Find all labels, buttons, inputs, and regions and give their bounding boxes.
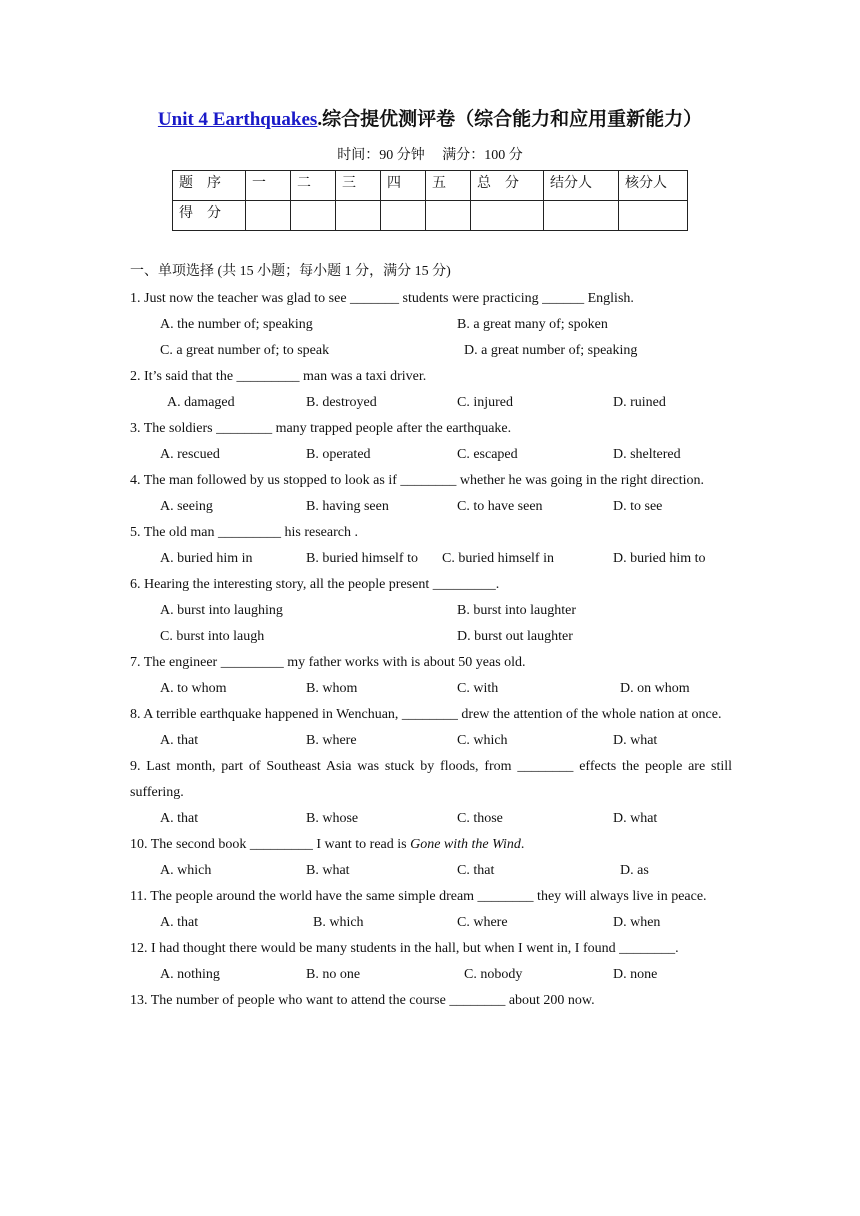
score-cell: 总 分 — [471, 171, 544, 201]
option-c: C. that — [457, 863, 495, 878]
option-a: A. burst into laughing — [160, 603, 283, 618]
score-blank-cell — [246, 201, 291, 231]
option-c: C. injured — [457, 395, 513, 410]
option-d: D. ruined — [613, 395, 666, 410]
score-blank-cell — [471, 201, 544, 231]
option-b: B. whom — [306, 681, 358, 696]
question-stem: 3. The soldiers ________ many trapped people after the earthquake. — [130, 421, 512, 436]
option-a: A. that — [160, 811, 199, 826]
score-blank-cell — [291, 201, 336, 231]
question-stem: 2. It’s said that the _________ man was a taxi driver. — [130, 369, 427, 384]
option-a: A. that — [160, 733, 199, 748]
option-row — [130, 546, 732, 572]
option-a: A. the number of; speaking — [160, 317, 313, 332]
option-b: B. operated — [306, 447, 371, 462]
score-blank-cell — [619, 201, 688, 231]
score-cell: 一 — [246, 171, 291, 201]
option-row — [130, 390, 732, 416]
option-a: A. seeing — [160, 499, 213, 514]
option-a: A. rescued — [160, 447, 220, 462]
option-row — [130, 728, 732, 754]
question-stem: 7. The engineer _________ my father works with is about 50 yeas old. — [130, 655, 526, 670]
option-c: C. escaped — [457, 447, 518, 462]
option-d: D. on whom — [620, 681, 690, 696]
score-cell: 三 — [336, 171, 381, 201]
option-d: D. none — [613, 967, 658, 982]
score-blank-cell — [336, 201, 381, 231]
option-a: A. buried him in — [160, 551, 253, 566]
score-cell: 核分人 — [619, 171, 688, 201]
option-d: D. what — [613, 733, 658, 748]
score-table-header-row — [173, 171, 688, 201]
option-row — [130, 624, 732, 650]
option-d: D. burst out laughter — [457, 629, 573, 644]
question-list — [130, 286, 732, 1014]
score-blank-cell — [426, 201, 471, 231]
option-c: C. which — [457, 733, 508, 748]
option-a: A. nothing — [160, 967, 220, 982]
option-row — [130, 442, 732, 468]
option-row — [130, 962, 732, 988]
option-d: D. a great number of; speaking — [464, 343, 638, 358]
question-stem: 4. The man followed by us stopped to look as if ________ whether he was going in the right direction. — [130, 473, 705, 488]
question-stem: 11. The people around the world have the same simple dream ________ they will always live in peace. — [130, 889, 707, 904]
option-b: B. no one — [306, 967, 361, 982]
option-a: A. which — [160, 863, 212, 878]
score-cell: 四 — [381, 171, 426, 201]
option-b: B. destroyed — [306, 395, 377, 410]
title-rest: .综合提优测评卷（综合能力和应用重新能力） — [317, 109, 703, 130]
question-stem: 6. Hearing the interesting story, all the people present _________. — [130, 577, 500, 592]
option-d: D. what — [613, 811, 658, 826]
option-row — [130, 806, 732, 832]
score-cell: 结分人 — [544, 171, 619, 201]
option-d: D. when — [613, 915, 661, 930]
option-c: C. those — [457, 811, 503, 826]
option-a: A. damaged — [167, 395, 235, 410]
section-heading: 一、单项选择 (共 15 小题；每小题 1 分，满分 15 分) — [130, 264, 451, 279]
book-title: Gone with the Wind — [410, 837, 521, 852]
score-cell: 题 序 — [173, 171, 246, 201]
option-b: B. a great many of; spoken — [457, 317, 608, 332]
option-b: B. where — [306, 733, 357, 748]
unit-title-link[interactable]: Unit 4 Earthquakes — [157, 109, 318, 130]
option-c: C. nobody — [464, 967, 523, 982]
option-a: A. that — [160, 915, 199, 930]
option-b: B. buried himself to — [306, 551, 418, 566]
question-stem — [130, 832, 732, 858]
question-stem: 13. The number of people who want to attend the course ________ about 200 now. — [130, 993, 595, 1008]
score-cell: 五 — [426, 171, 471, 201]
option-c: C. burst into laugh — [160, 629, 265, 644]
option-row — [130, 598, 732, 624]
option-row — [130, 910, 732, 936]
option-row — [130, 312, 732, 338]
option-row — [130, 494, 732, 520]
option-c: C. buried himself in — [442, 551, 554, 566]
option-row — [130, 858, 732, 884]
score-cell: 二 — [291, 171, 336, 201]
question-stem: 1. Just now the teacher was glad to see _______ students were practicing ______ English. — [130, 291, 634, 306]
option-c: C. with — [457, 681, 499, 696]
page-title — [0, 104, 860, 131]
option-d: D. sheltered — [613, 447, 681, 462]
question-stem: 12. I had thought there would be many students in the hall, but when I went in, I found ________. — [130, 941, 679, 956]
question-stem: 8. A terrible earthquake happened in Wenchuan, ________ drew the attention of the whole nation at once. — [130, 707, 722, 722]
option-row — [130, 676, 732, 702]
option-d: D. buried him to — [613, 551, 706, 566]
option-row — [130, 338, 732, 364]
option-b: B. what — [306, 863, 350, 878]
option-b: B. burst into laughter — [457, 603, 576, 618]
score-blank-cell — [544, 201, 619, 231]
option-b: B. having seen — [306, 499, 389, 514]
stem-text: 10. The second book _________ I want to read is — [130, 837, 411, 852]
stem-text: . — [520, 837, 525, 852]
option-c: C. where — [457, 915, 508, 930]
option-c: C. to have seen — [457, 499, 543, 514]
time-score-info: 时间：90 分钟 满分：100 分 — [337, 148, 523, 163]
option-a: A. to whom — [160, 681, 227, 696]
option-c: C. a great number of; to speak — [160, 343, 330, 358]
option-b: B. whose — [306, 811, 359, 826]
option-d: D. as — [620, 863, 649, 878]
question-stem: 9. Last month, part of Southeast Asia was stuck by floods, from ________ effects the people are still suffering. — [130, 759, 732, 800]
question-stem: 5. The old man _________ his research . — [130, 525, 358, 540]
score-row-label: 得 分 — [173, 201, 246, 231]
score-blank-cell — [381, 201, 426, 231]
score-table — [172, 170, 688, 231]
score-table-row — [173, 201, 688, 231]
option-d: D. to see — [613, 499, 663, 514]
option-b: B. which — [313, 915, 364, 930]
